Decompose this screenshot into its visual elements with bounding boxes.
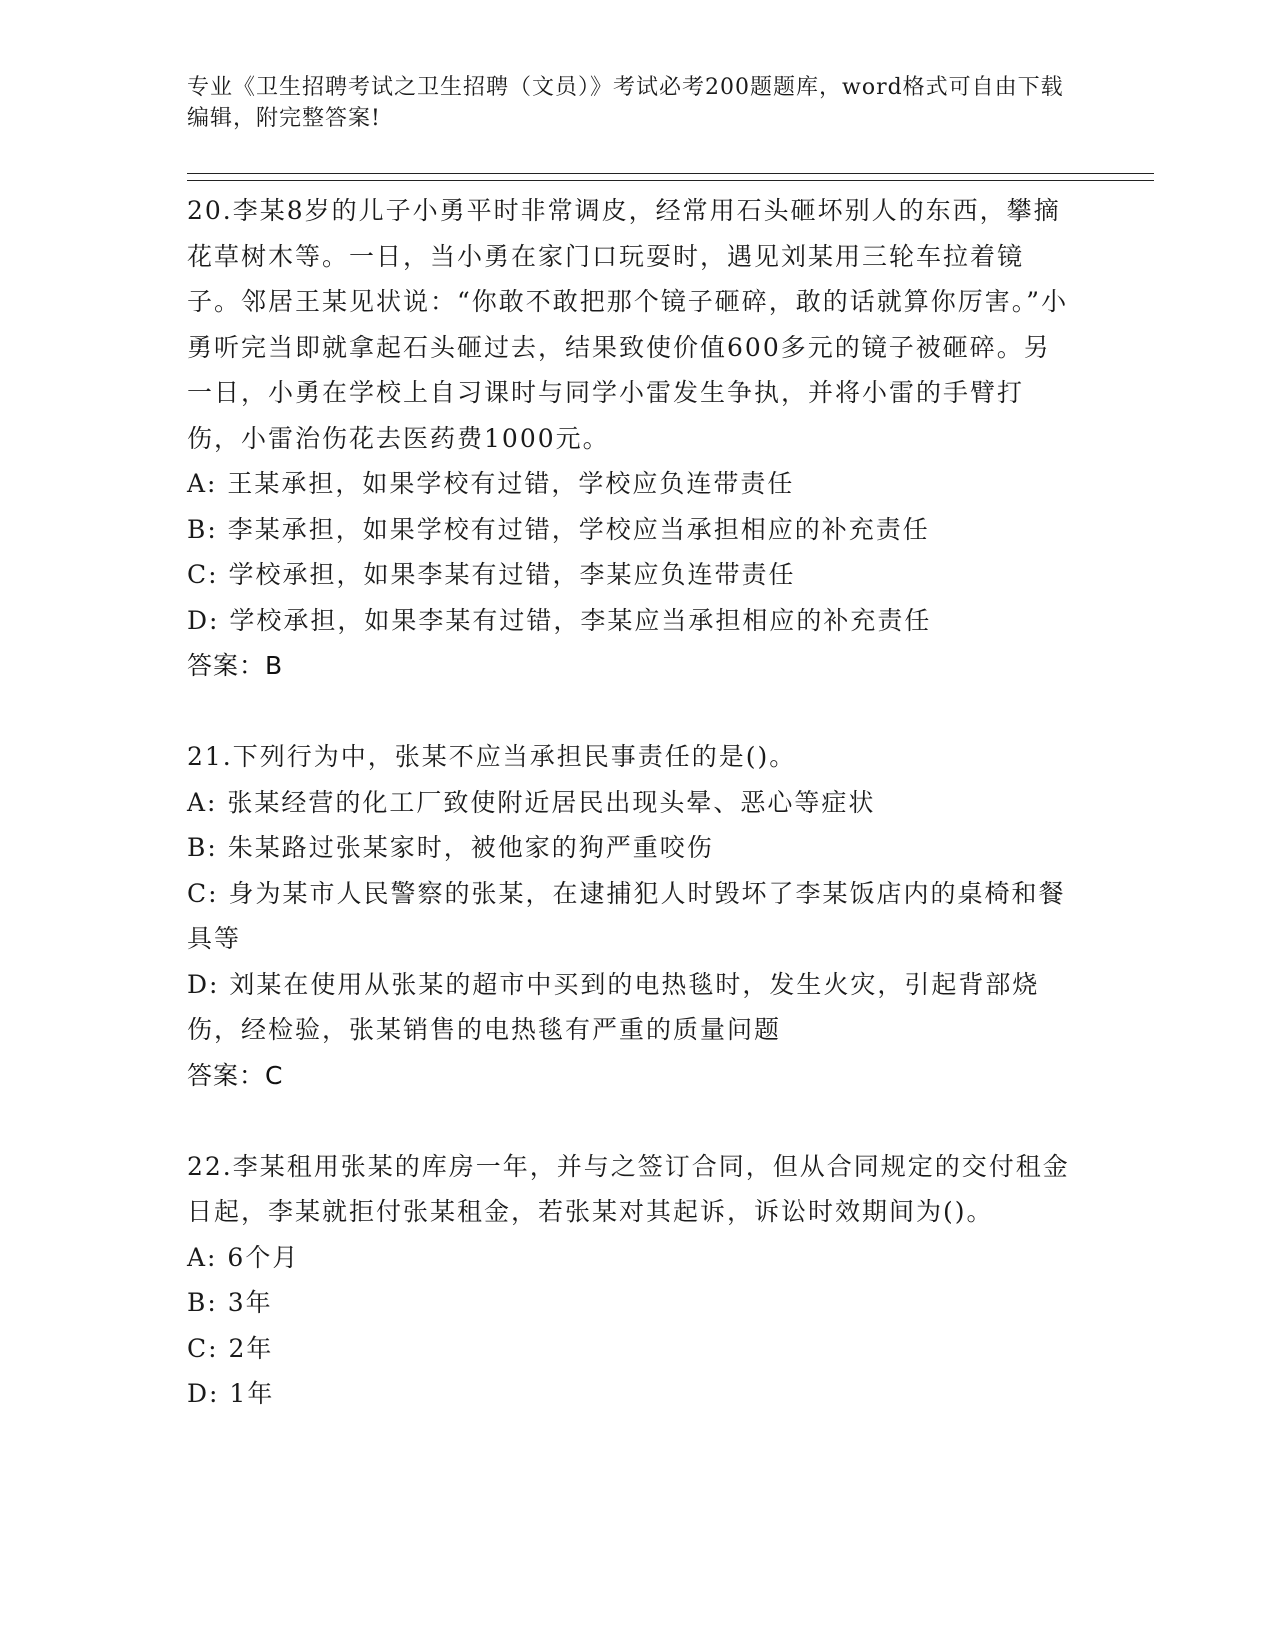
option-a: A: 6个月 — [187, 1242, 300, 1272]
option-a: A: 张某经营的化工厂致使附近居民出现头晕、恶心等症状 — [187, 787, 876, 817]
option-d: D: 学校承担，如果李某有过错，李某应当承担相应的补充责任 — [187, 605, 932, 635]
header-text: 专业《卫生招聘考试之卫生招聘（文员）》考试必考200题题库，word格式可自由下载编辑，附完整答案! — [187, 75, 1064, 131]
question-22 — [187, 1144, 1077, 1417]
option-b: B: 李某承担，如果学校有过错，学校应当承担相应的补充责任 — [187, 514, 930, 544]
option-b: B: 朱某路过张某家时，被他家的狗严重咬伤 — [187, 833, 714, 862]
header-divider — [187, 173, 1154, 181]
option-b: B: 3年 — [187, 1288, 273, 1317]
page-header — [187, 72, 1067, 134]
question-stem: 20.李某8岁的儿子小勇平时非常调皮，经常用石头砸坏别人的东西，攀摘花草树木等。一日，当小勇在家门口玩耍时，遇见刘某用三轮车拉着镜子。邻居王某见状说：“你敢不敢把那个镜子砸碎，敢的话就算你厉害。”小勇听完当即就拿起石头砸过去，结果致使价值600多元的镜子被砸碎。另一日，小勇在学校上自习课时与同学小雷发生争执，并将小雷的手臂打伤，小雷治伤花去医药费1000元。 — [187, 196, 1069, 453]
option-d: D: 刘某在使用从张某的超市中买到的电热毯时，发生火灾，引起背部烧伤，经检验，张某销售的电热毯有严重的质量问题 — [187, 969, 1040, 1044]
option-d: D: 1年 — [187, 1379, 275, 1408]
question-stem: 21.下列行为中，张某不应当承担民事责任的是()。 — [187, 742, 797, 771]
question-list — [187, 188, 1077, 1462]
option-c: C: 学校承担，如果李某有过错，李某应负连带责任 — [187, 560, 796, 589]
question-20 — [187, 188, 1077, 689]
question-21 — [187, 734, 1077, 1099]
option-c: C: 身为某市人民警察的张某，在逮捕犯人时毁坏了李某饭店内的桌椅和餐具等 — [187, 878, 1066, 953]
question-stem: 22.李某租用张某的库房一年，并与之签订合同，但从合同规定的交付租金日起，李某就拒付张某租金，若张某对其起诉，诉讼时效期间为()。 — [187, 1151, 1070, 1226]
option-a: A: 王某承担，如果学校有过错，学校应负连带责任 — [187, 469, 795, 498]
answer: 答案：C — [187, 1060, 284, 1090]
option-c: C: 2年 — [187, 1333, 274, 1363]
answer: 答案：B — [187, 651, 284, 680]
